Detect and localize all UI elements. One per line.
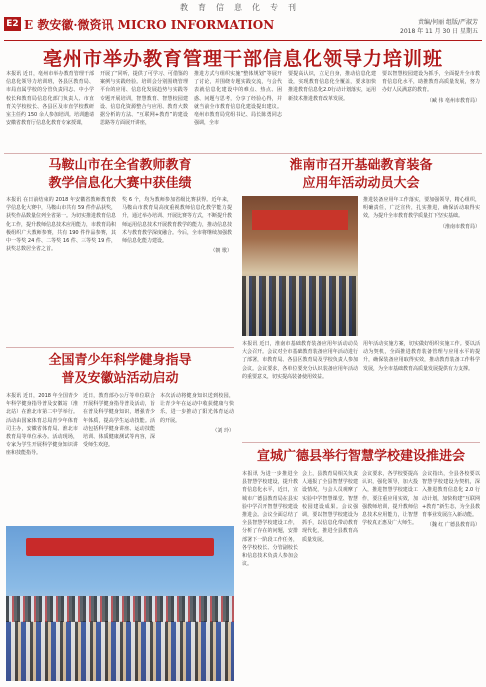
headline-maanshan-line2: 教学信息化大赛中获佳绩 (48, 176, 192, 191)
article-maanshan-col2 (122, 196, 232, 344)
article-guangde-author: （魏 红 广德县教育局） (426, 522, 480, 529)
article-guangde-col2: 会上，县教育局相关负责人通报了全县智慧学校建设情况，与会人员观摩了实验中学智慧课堂、智慧校园建设成果。会议强调，要以智慧学校建设为抓手，以信息化带动教育现代化，推进全县教育高质量发展。 (302, 471, 358, 543)
article-huainan-col1: 本报讯 近日，淮南市基础教育装备应用年活动动员大会召开。会议对全市基础教育装备应用年活动进行了部署，市教育局、各县区教育局及学校负责人参加会议。会议要求，各单位要充分认识装备应用年活动的重要意义，切实提高装备使用效益。 (242, 341, 358, 380)
article-maanshan-author: （朝 歌） (210, 248, 232, 255)
divider (4, 153, 482, 154)
article-bozhou-col1: 本报讯 近日，亳州市举办教育管理干部信息化领导力培训班，各县区教育局、市局直属学校的分管负责同志、中小学校长和教育局信息化部门负责人、市直育关学校校长、各县区及市直学校教研室主任约 150 余人参加培训。培训邀请安徽省教育厅信息化教育专家授课， (6, 71, 94, 127)
editor-credits: 责编/何丽 组版/严淑芳 (418, 19, 478, 26)
masthead-rule (4, 40, 482, 41)
banner (26, 538, 214, 556)
photo-fitness-event (6, 526, 234, 681)
article-huainan-col3 (363, 196, 480, 336)
article-bozhou-col5 (382, 70, 480, 150)
photo-huainan-meeting (242, 196, 358, 336)
masthead (4, 16, 482, 42)
headline-fitness (6, 352, 234, 388)
headline-huainan-line1: 淮南市召开基础教育装备 (289, 158, 433, 173)
headline-huainan-line2: 应用年活动动员大会 (302, 176, 420, 191)
article-fitness-author: （刘 玲） (212, 427, 234, 434)
article-bozhou-author: （臧 伟 亳州市教育局） (426, 97, 480, 104)
crowd (6, 621, 234, 681)
article-fitness-col2: 近日，教育部办公厅等单位联合开展科学健身指导普及活动，旨在普及科学健身知识，增强青少年体质，提高学生运动技能。活动包括科学健身讲座、运动技能培训、体质健康测试等内容，深受师生欢迎。 (83, 393, 155, 449)
headline-huainan (242, 157, 480, 193)
headline-maanshan (6, 157, 234, 193)
issue-date: 2018 年 11 月 30 日 星期五 (400, 28, 478, 35)
section-title: E 教安徽·微资讯 MICRO INFORMATION (24, 18, 275, 32)
article-fitness-col1: 本报讯 近日，2018 年全国青少年科学健身指导普及安徽站（淮北站）在淮北市第二中学举行。活动由国家体育总局青少年体育司主办，安徽省体育局、淮北市教育局等单位承办。活动现场，专家为学生开展科学健身知识讲座和技能指导。 (6, 393, 78, 457)
headline-bozhou: 亳州市举办教育管理干部信息化领导力培训班 (42, 48, 443, 70)
article-huainan-author: （淮南市教育局） (439, 223, 480, 230)
article-maanshan-col2-text: 奖 6 个，均为教师参加省级比赛获得。近年来，马鞍山市教育局高度重视教师信息化教学能力提升，通过举办培训、开展比赛等方式，不断提升教师运用信息技术开展教育教学的能力，推动信息技术与教育教学深度融合。今后，全市将继续加强教师信息化能力建设。 (122, 197, 232, 245)
article-bozhou-col4: 要提高认识，立足自身，推动信息化建设，实现教育信息化全覆盖，要求加快推进教育信息化2.0行动计划落实，运用新技术推进教育改革发展。 (288, 71, 376, 102)
masthead-tagline: 教育信息化专刊 (180, 3, 306, 12)
article-huainan-col2: 用年活动实施方案，切实做好组织实施工作。要以活动为契机，全面推进教育装备管理与应用水平的提升，确保装备应用取得实效，推动教育装备工作科学发展，为全市基础教育高质量发展提供有力支撑。 (363, 341, 480, 372)
article-bozhou-col2: 开展了“同听，提供了可学习、可借鉴的案例与实践经验。培训会分别围绕管理平台的应用、信息化发展趋势与实践等专题开展培训，智慧教育、智慧校园建设、信息化资源整合与应用、教育大数据分析的方法、“互联网+教育”的建设思路等方面展开讲座， (100, 71, 188, 127)
headline-maanshan-line1: 马鞍山市在全省教师教育 (48, 158, 192, 173)
article-fitness-col3 (160, 392, 234, 522)
people-row (6, 596, 234, 622)
divider (242, 442, 480, 443)
article-huainan-col3-text: 推进装备应用年工作落实，要加强领导，精心组织，明确责任，广泛宣传，扎实推进，确保活动取得实效，为提升全市教育教学质量打下坚实基础。 (363, 197, 480, 220)
audience (242, 276, 358, 336)
stage-banner (252, 210, 348, 230)
article-bozhou-col5-text: 要以智慧校园建设为抓手，全面提升全市教育信息化水平，助推教育高质量发展，努力办好人民满意的教育。 (382, 71, 480, 94)
article-bozhou-col3: 推进方式与组织实施“整体规划”等展开了讨论，并围绕专题实践交流，与会代表就信息化建设中的难点、热点、困惑、问题与思考，分享了经验心得，并就当前全市教育信息化建设提出建议。亳州市教育局党组书记、局长陈勇同志强调，全市 (194, 71, 282, 127)
divider (6, 347, 234, 348)
article-fitness-col3-text: 本次活动将健身知识送到校园，让青少年在运动中收获健康与快乐，进一步推动了阳光体育运动的开展。 (160, 393, 234, 424)
edition-badge: E2 (4, 17, 21, 31)
article-maanshan-col1: 本报讯 在日前结束的 2018 年安徽省教师教育教学信息化大赛中，马鞍山市共有 59 件作品获奖，获奖作品数量位列全省第一。为切实推进教育信息化工作，提升教师信息技术应用能力，市教育局积极组织广大教师参赛，共有 190 件作品参赛，其中一等奖 24 件、二等奖 16 件、三等奖 19 件，获奖总数居全省之首。 (6, 197, 116, 253)
headline-guangde: 宣城广德县举行智慧学校建设推进会 (256, 449, 465, 464)
headline-fitness-line1: 全国青少年科学健身指导 (48, 353, 192, 368)
headline-fitness-line2: 普及安徽站活动启动 (61, 371, 179, 386)
article-guangde-col3: 会议要求，各学校要提高认识，强化领导，加大投入，推进智慧学校建设工作，要注重应用实效，加强教师培训，提升教师信息技术应用能力，让智慧学校真正惠及广大师生。 (362, 471, 418, 527)
article-guangde-col1: 本报讯 为进一步推进全县智慧学校建设，提升教育信息化水平，近日，宣城市广德县教育局在县实验中学召开智慧学校建设推进会。会议全面总结了全县智慧学校建设工作，分析了存在的问题，安排部署下一阶段工作任务，各学校校长、分管副校长和信息技术负责人参加会议。 (242, 471, 298, 568)
article-guangde-col4-text: 会议指出，全县各校要以智慧学校建设为契机，深入推进教育信息化 2.0 行动计划，加快构建“互联网+教育”新生态，为全县教育事业发展注入新动能。 (422, 471, 480, 519)
article-guangde-col4 (422, 470, 480, 680)
